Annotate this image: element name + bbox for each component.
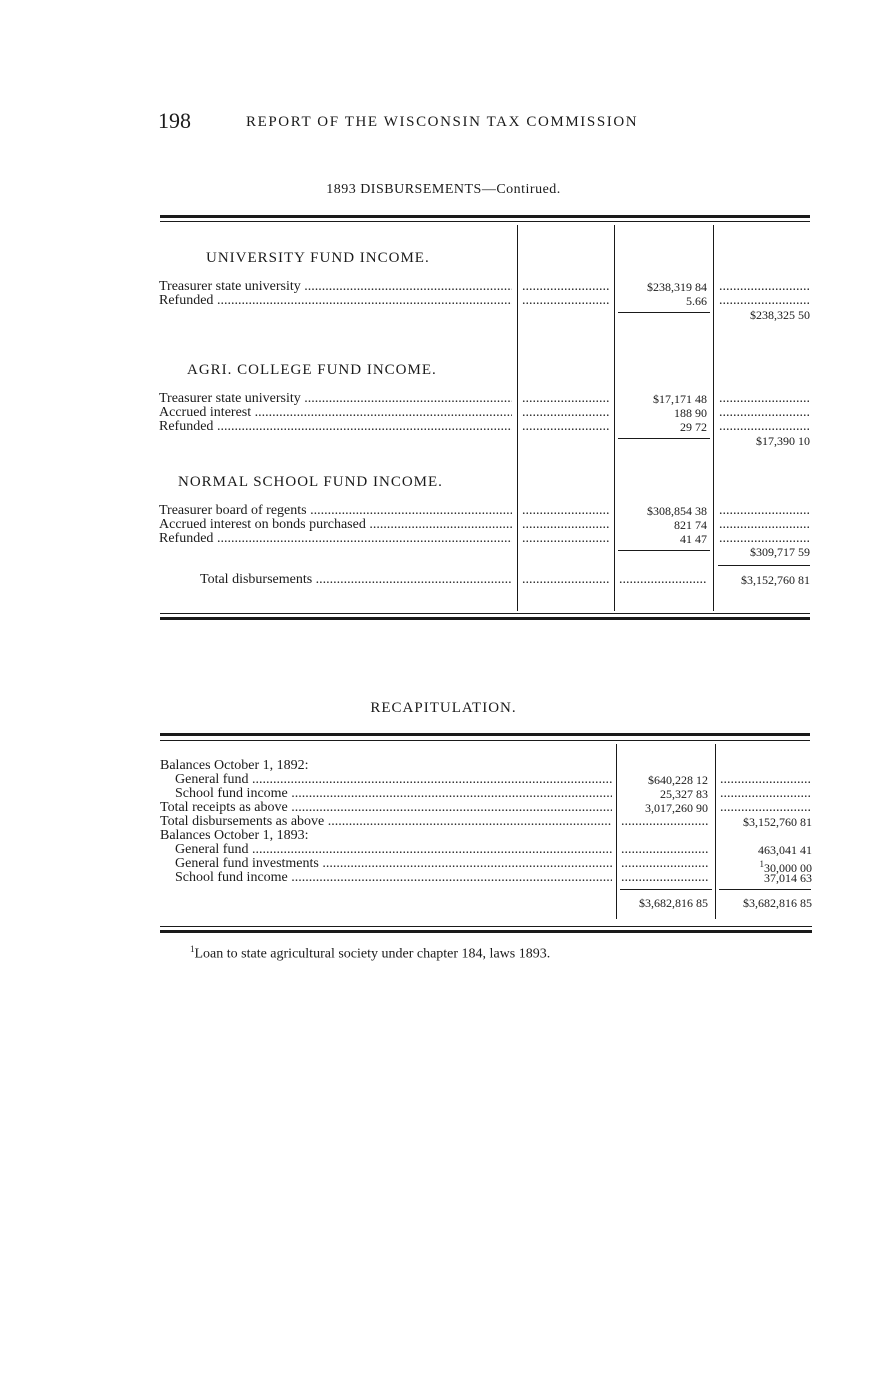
row-label: Accrued interest ..... <box>159 406 512 420</box>
leader-dots <box>719 294 809 308</box>
leader-dots <box>619 573 707 587</box>
row-label: School fund income ..... <box>175 871 612 885</box>
column-divider <box>517 225 518 611</box>
leader-dots <box>720 787 810 801</box>
leader-dots <box>621 871 708 885</box>
row-amount: 37,014 63 <box>764 871 812 885</box>
row-amount: 41 47 <box>680 532 707 546</box>
leader-dots <box>522 294 610 308</box>
row-label: Treasurer state university ..... <box>159 280 512 294</box>
row-label: Treasurer board of regents ..... <box>159 504 512 518</box>
row-amount: 5.66 <box>686 294 707 308</box>
row-label: Total receipts as above ..... <box>160 801 612 815</box>
row-amount: 188 90 <box>674 406 707 420</box>
subtotal-rule <box>618 438 710 439</box>
leader-dots <box>719 420 809 434</box>
leader-dots <box>720 801 810 815</box>
table-top-rule <box>160 215 810 218</box>
leader-dots <box>621 843 708 857</box>
section-total: $238,325 50 <box>750 308 810 322</box>
leader-dots <box>719 518 809 532</box>
footnote-marker: 1 <box>190 944 195 954</box>
row-label: School fund income ..... <box>175 787 612 801</box>
leader-dots <box>719 532 809 546</box>
row-amount: 463,041 41 <box>758 843 812 857</box>
page-number: 198 <box>158 108 191 133</box>
row-label: General fund ..... <box>175 773 612 787</box>
row-amount: 3,017,260 90 <box>645 801 708 815</box>
total-rule <box>719 889 811 890</box>
leader-dots <box>719 406 809 420</box>
table-bottom-rule-thin <box>160 613 810 614</box>
table-top-rule-thin <box>160 221 810 222</box>
recap-top-rule-thin <box>160 740 810 741</box>
row-label: Accrued interest on bonds purchased ..... <box>159 518 512 532</box>
column-divider <box>713 225 714 611</box>
recap-top-rule <box>160 733 810 736</box>
column-divider <box>616 744 617 919</box>
grand-total-rule <box>718 565 810 566</box>
row-label: General fund investments ..... <box>175 857 612 871</box>
leader-dots <box>719 280 809 294</box>
grand-total-label: Total disbursements ..... <box>200 573 512 587</box>
recapitulation-title: RECAPITULATION. <box>370 700 517 716</box>
row-amount: $640,228 12 <box>648 773 708 787</box>
row-amount: $3,152,760 81 <box>743 815 812 829</box>
recap-bottom-rule <box>160 930 812 933</box>
row-label: Treasurer state university ..... <box>159 392 512 406</box>
leader-dots <box>522 420 610 434</box>
subtotal-rule <box>618 550 710 551</box>
row-label: Balances October 1, 1893: <box>160 828 309 843</box>
row-amount: 25,327 83 <box>660 787 708 801</box>
table-bottom-rule <box>160 617 810 620</box>
grand-total-amount: $3,152,760 81 <box>741 573 810 587</box>
recap-total-col1: $3,682,816 85 <box>639 896 708 910</box>
leader-dots <box>522 532 610 546</box>
section-heading: UNIVERSITY FUND INCOME. <box>206 250 430 266</box>
leader-dots <box>522 518 610 532</box>
row-amount: $308,854 38 <box>647 504 707 518</box>
running-title: REPORT OF THE WISCONSIN TAX COMMISSION <box>246 114 639 130</box>
leader-dots <box>522 280 610 294</box>
leader-dots <box>719 392 809 406</box>
row-label: Refunded ..... <box>159 420 512 434</box>
footnote-text: Loan to state agricultural society under chapter 184, laws 1893. <box>194 946 551 962</box>
row-label: Refunded ..... <box>159 294 512 308</box>
disbursements-title: 1893 DISBURSEMENTS—Contirued. <box>326 182 561 197</box>
row-label: Balances October 1, 1892: <box>160 758 309 773</box>
row-amount: $238,319 84 <box>647 280 707 294</box>
footnote <box>190 944 550 963</box>
leader-dots <box>522 392 610 406</box>
row-label: Refunded ..... <box>159 532 512 546</box>
leader-dots <box>522 573 610 587</box>
subtotal-rule <box>618 312 710 313</box>
footnote-marker: 1 <box>759 859 764 869</box>
leader-dots <box>522 406 610 420</box>
section-heading: AGRI. COLLEGE FUND INCOME. <box>187 362 437 378</box>
section-total: $309,717 59 <box>750 545 810 559</box>
leader-dots <box>720 773 810 787</box>
leader-dots <box>719 504 809 518</box>
leader-dots <box>621 857 708 871</box>
row-amount: 821 74 <box>674 518 707 532</box>
leader-dots <box>522 504 610 518</box>
column-divider <box>715 744 716 919</box>
total-rule <box>620 889 712 890</box>
row-amount-value: 30,000 00 <box>764 861 812 875</box>
row-amount: 29 72 <box>680 420 707 434</box>
section-heading: NORMAL SCHOOL FUND INCOME. <box>178 474 443 490</box>
recap-bottom-rule-thin <box>160 926 812 927</box>
section-total: $17,390 10 <box>756 434 810 448</box>
row-label: General fund ..... <box>175 843 612 857</box>
row-amount: $17,171 48 <box>653 392 707 406</box>
leader-dots <box>621 815 708 829</box>
row-label: Total disbursements as above ..... <box>160 815 612 829</box>
recap-total-col2: $3,682,816 85 <box>743 896 812 910</box>
